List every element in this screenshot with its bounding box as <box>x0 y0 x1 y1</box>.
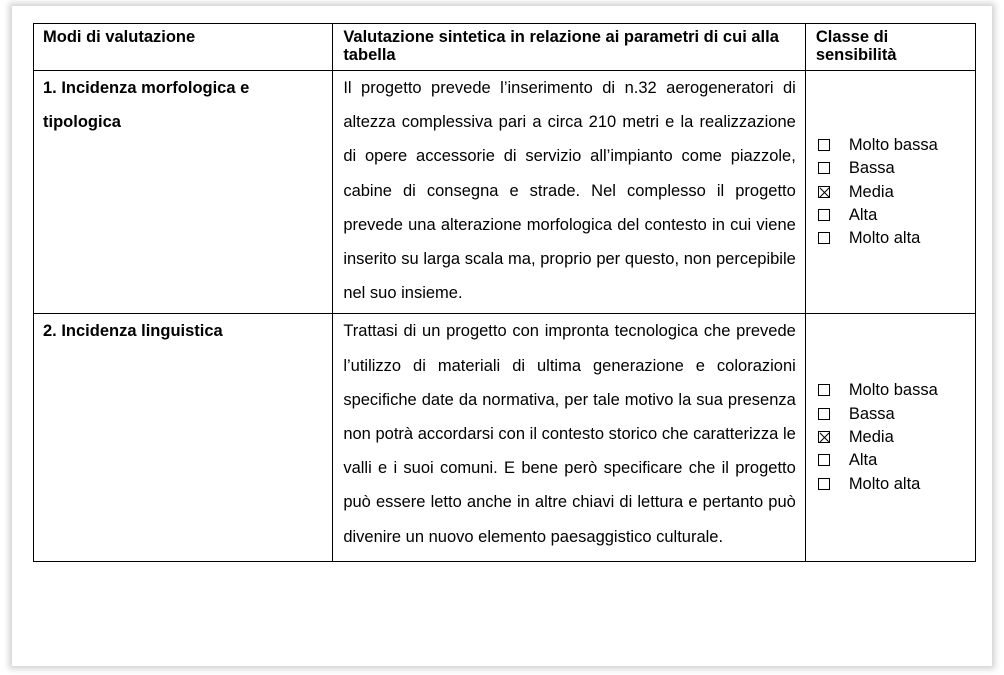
option-label: Molto bassa <box>848 381 938 400</box>
option-label: Media <box>848 182 894 201</box>
option-label: Molto alta <box>848 229 921 248</box>
sensitivity-options <box>805 71 975 314</box>
checkbox[interactable] <box>818 384 830 396</box>
checkbox-checked[interactable] <box>818 431 830 443</box>
table-row <box>34 71 976 314</box>
checkbox[interactable] <box>818 478 830 490</box>
option-label: Media <box>848 427 894 446</box>
option-molto-alta <box>818 227 975 250</box>
checkbox[interactable] <box>818 454 830 466</box>
sensitivity-options <box>805 314 975 561</box>
row-title: 2. Incidenza linguistica <box>34 314 333 561</box>
evaluation-table <box>33 23 976 562</box>
header-modi-di-valutazione: Modi di valutazione <box>34 24 333 71</box>
option-molto-alta <box>818 473 975 496</box>
header-row <box>34 24 976 71</box>
header-valutazione-sintetica: Valutazione sintetica in relazione ai parametri di cui alla tabella <box>333 24 806 71</box>
table-row <box>34 314 976 561</box>
evaluation-paragraph: Il progetto prevede l’inserimento di n.32 aerogeneratori di altezza complessiva pari a circa 210 metri e la realizzazione di opere accessorie di servizio all’impianto come piazzole, cabine di consegna e strade. Nel complesso il progetto prevede una alterazione morfologica del contesto in cui viene inserito su larga scala ma, proprio per questo, non percepibile nel suo insieme. <box>343 79 796 303</box>
option-media <box>818 181 975 204</box>
checkbox-list <box>818 379 975 496</box>
row-evaluation-text <box>333 314 806 561</box>
option-alta <box>818 449 975 472</box>
checkbox[interactable] <box>818 232 830 244</box>
option-label: Alta <box>848 205 878 224</box>
option-alta <box>818 204 975 227</box>
option-bassa <box>818 403 975 426</box>
checkbox[interactable] <box>818 209 830 221</box>
option-label: Bassa <box>848 159 895 178</box>
row-title: 1. Incidenza morfologica e tipologica <box>34 71 333 314</box>
checkbox[interactable] <box>818 408 830 420</box>
option-label: Bassa <box>848 404 895 423</box>
option-label: Molto bassa <box>848 135 938 154</box>
option-molto-bassa <box>818 134 975 157</box>
checkbox[interactable] <box>818 162 830 174</box>
option-molto-bassa <box>818 379 975 402</box>
option-label: Alta <box>848 451 878 470</box>
option-media <box>818 426 975 449</box>
evaluation-paragraph: Trattasi di un progetto con impronta tecnologica che prevede l’utilizzo di materiali di ultima generazione e colorazioni specifiche date da normativa, per tale motivo la sua presenza non potrà accordarsi con il contesto storico che caratterizza le valli e i suoi comuni. E bene però specificare che il progetto può essere letto anche in altre chiavi di lettura e pertanto può divenire un nuovo elemento paesaggistico culturale. <box>343 322 796 546</box>
checkbox-list <box>818 134 975 251</box>
option-label: Molto alta <box>848 474 921 493</box>
checkbox-checked[interactable] <box>818 186 830 198</box>
checkbox[interactable] <box>818 139 830 151</box>
header-classe-di-sensibilita: Classe di sensibilità <box>805 24 975 71</box>
document-page <box>12 6 992 666</box>
row-evaluation-text <box>333 71 806 314</box>
option-bassa <box>818 157 975 180</box>
